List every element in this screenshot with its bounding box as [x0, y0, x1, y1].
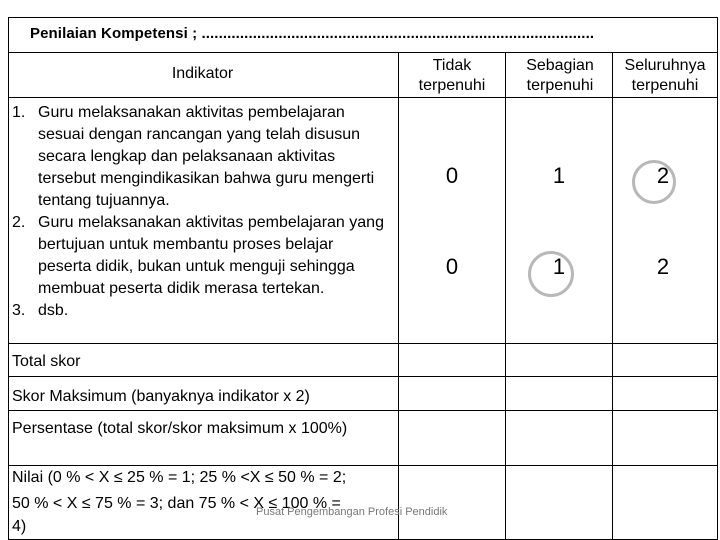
- divider-maksimum: [8, 410, 718, 411]
- divider-indicators: [8, 343, 718, 344]
- indicator-number: 1.: [12, 104, 26, 121]
- indicator-item: [12, 102, 402, 212]
- indicator-text: Guru melaksanakan aktivitas pembelajaran yang bertujuan untuk membantu proses belajar peserta didik, bukan untuk menguji sehingga membuat peserta didik merasa tertekan.: [38, 214, 384, 297]
- score-sebagian[interactable]: 1: [552, 254, 566, 279]
- indicator-list: [12, 102, 402, 322]
- indicator-item: [12, 300, 402, 322]
- nilai-label-line2: 50 % < X ≤ 75 % = 3; dan 75 % < X ≤ 100 % =: [12, 495, 341, 512]
- divider-total: [8, 376, 718, 377]
- persentase-label: Persentase (total skor/skor maksimum x 100%): [12, 420, 348, 437]
- divider-tidak: [505, 53, 506, 540]
- selection-circle-icon: [632, 160, 676, 204]
- indicator-text: dsb.: [38, 302, 69, 319]
- divider-header: [8, 97, 718, 98]
- header-sebagian-terpenuhi: Sebagian terpenuhi: [526, 57, 594, 94]
- nilai-label-line3: 4): [12, 518, 27, 535]
- score-tidak[interactable]: 0: [445, 254, 459, 279]
- score-sebagian[interactable]: 1: [552, 163, 566, 188]
- indicator-item: [12, 212, 402, 300]
- indicator-number: 2.: [12, 214, 26, 231]
- header-indikator: Indikator: [171, 65, 234, 82]
- divider-sebagian: [612, 53, 613, 540]
- form-title: Penilaian Kompetensi ; ............................................................................................: [30, 25, 595, 42]
- indicator-text: Guru melaksanakan aktivitas pembelajaran sesuai dengan rancangan yang telah disusun secara lengkap dan pelaksanaan aktivitas tersebut mengindikasikan bahwa guru mengerti tentang tujuannya.: [38, 104, 375, 209]
- header-seluruhnya-terpenuhi: Seluruhnya terpenuhi: [624, 57, 706, 94]
- score-tidak[interactable]: 0: [445, 163, 459, 188]
- total-skor-label: Total skor: [12, 353, 81, 370]
- selection-circle-icon: [528, 251, 574, 297]
- nilai-label-line1: Nilai (0 % < X ≤ 25 % = 1; 25 % <X ≤ 50 % = 2;: [12, 469, 347, 486]
- indicator-number: 3.: [12, 302, 26, 319]
- watermark: Pusat Pengembangan Profesi Pendidik: [256, 506, 448, 518]
- header-tidak-terpenuhi: Tidak terpenuhi: [418, 57, 486, 94]
- score-seluruhnya[interactable]: 2: [656, 254, 670, 279]
- score-seluruhnya[interactable]: 2: [656, 163, 670, 188]
- skor-maksimum-label: Skor Maksimum (banyaknya indikator x 2): [12, 388, 310, 405]
